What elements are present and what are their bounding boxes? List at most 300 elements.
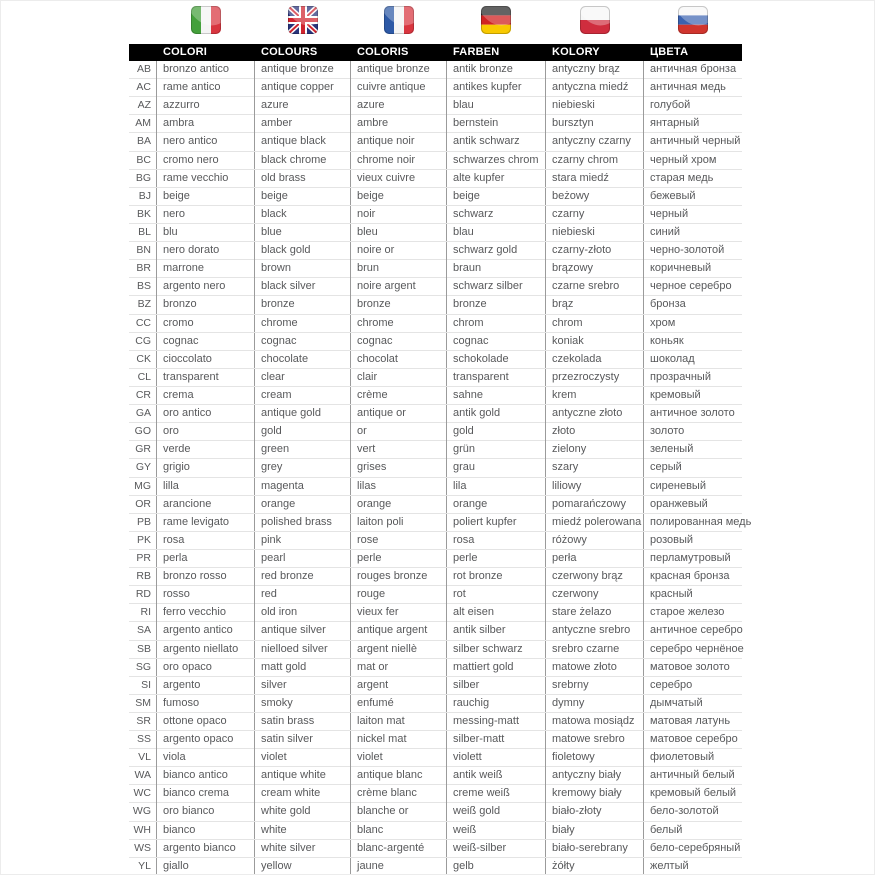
cell-russian: прозрачный: [650, 370, 711, 383]
table-row: [129, 170, 742, 188]
cell-italian: rame antico: [157, 79, 255, 97]
cell-english: white gold: [255, 803, 351, 821]
cell-polish: niebieski: [546, 224, 644, 242]
flags-row: [1, 6, 875, 38]
cell-russian: шоколад: [650, 352, 695, 365]
cell-polish: przezroczysty: [546, 369, 644, 387]
cell-polish: matowe złoto: [546, 659, 644, 677]
cell-english: chocolate: [255, 351, 351, 369]
cell-english: white silver: [255, 840, 351, 858]
header-kolory: KOLORY: [552, 46, 600, 58]
cell-french: blanc-argenté: [351, 840, 447, 858]
cell-french: nickel mat: [351, 731, 447, 749]
cell-french: rouge: [351, 586, 447, 604]
cell-russian: бело-серебряный: [650, 841, 741, 854]
table-row: [129, 677, 742, 695]
cell-code: SA: [129, 622, 157, 640]
cell-code: PB: [129, 514, 157, 532]
cell-polish: matowa mosiądz: [546, 713, 644, 731]
cell-code: WS: [129, 840, 157, 858]
cell-german: weiß: [447, 822, 546, 840]
cell-italian: viola: [157, 749, 255, 767]
cell-polish: fioletowy: [546, 749, 644, 767]
cell-italian: perla: [157, 550, 255, 568]
cell-german: schwarz gold: [447, 242, 546, 260]
table-row: [129, 532, 742, 550]
header-farben: FARBEN: [453, 46, 500, 58]
cell-italian: argento bianco: [157, 840, 255, 858]
cell-english: nielloed silver: [255, 641, 351, 659]
cell-german: weiß gold: [447, 803, 546, 821]
cell-russian: серебро чернёное: [650, 642, 744, 655]
cell-italian: oro opaco: [157, 659, 255, 677]
cell-polish: biało-serebrany: [546, 840, 644, 858]
cell-italian: fumoso: [157, 695, 255, 713]
cell-german: cognac: [447, 333, 546, 351]
poland-flag-icon: [580, 6, 610, 34]
table-body: [129, 61, 752, 875]
cell-german: silber: [447, 677, 546, 695]
cell-italian: cromo: [157, 315, 255, 333]
cell-russian: красная бронза: [650, 570, 730, 583]
cell-english: smoky: [255, 695, 351, 713]
cell-code: CR: [129, 387, 157, 405]
table-row: [129, 659, 742, 677]
cell-french: violet: [351, 749, 447, 767]
cell-russian: красный: [650, 588, 693, 601]
cell-french: rouges bronze: [351, 568, 447, 586]
cell-russian: бежевый: [650, 189, 696, 202]
cell-german: schwarzes chrom: [447, 152, 546, 170]
cell-italian: argento antico: [157, 622, 255, 640]
cell-french: chrome noir: [351, 152, 447, 170]
cell-polish: czarny: [546, 206, 644, 224]
cell-english: cream white: [255, 785, 351, 803]
cell-polish: krem: [546, 387, 644, 405]
table-row: [129, 224, 742, 242]
cell-italian: nero antico: [157, 133, 255, 151]
cell-italian: bianco: [157, 822, 255, 840]
cell-french: noire argent: [351, 278, 447, 296]
cell-italian: argento nero: [157, 278, 255, 296]
table-row: [129, 858, 742, 875]
cell-italian: argento niellato: [157, 641, 255, 659]
cell-polish: szary: [546, 459, 644, 477]
cell-english: old brass: [255, 170, 351, 188]
cell-polish: antyczne złoto: [546, 405, 644, 423]
cell-polish: różowy: [546, 532, 644, 550]
cell-russian: античная медь: [650, 81, 726, 94]
cell-english: antique bronze: [255, 61, 351, 79]
cell-code: PK: [129, 532, 157, 550]
cell-french: bleu: [351, 224, 447, 242]
table-row: [129, 133, 742, 151]
cell-german: gelb: [447, 858, 546, 875]
cell-french: ambre: [351, 115, 447, 133]
cell-polish: srebrny: [546, 677, 644, 695]
cell-code: BK: [129, 206, 157, 224]
cell-german: grün: [447, 441, 546, 459]
cell-russian: античное золото: [650, 407, 735, 420]
cell-german: weiß-silber: [447, 840, 546, 858]
cell-polish: antyczny brąz: [546, 61, 644, 79]
cell-french: argent: [351, 677, 447, 695]
cell-russian: матовое золото: [650, 660, 730, 673]
cell-code: SM: [129, 695, 157, 713]
table-row: [129, 405, 742, 423]
table-row: [129, 278, 742, 296]
cell-russian: бронза: [650, 298, 686, 311]
cell-russian: кремовый белый: [650, 787, 737, 800]
cell-english: brown: [255, 260, 351, 278]
cell-french: or: [351, 423, 447, 441]
cell-french: clair: [351, 369, 447, 387]
cell-italian: cognac: [157, 333, 255, 351]
cell-russian: полированная медь: [650, 515, 752, 528]
cell-english: violet: [255, 749, 351, 767]
cell-italian: oro bianco: [157, 803, 255, 821]
cell-polish: srebro czarne: [546, 641, 644, 659]
table-row: [129, 387, 742, 405]
cell-code: SG: [129, 659, 157, 677]
cell-french: laiton poli: [351, 514, 447, 532]
cell-code: RD: [129, 586, 157, 604]
cell-english: azure: [255, 97, 351, 115]
cell-french: vieux cuivre: [351, 170, 447, 188]
cell-russian: античный черный: [650, 135, 741, 148]
cell-italian: grigio: [157, 459, 255, 477]
cell-polish: stare żelazo: [546, 604, 644, 622]
cell-german: antik weiß: [447, 767, 546, 785]
cell-french: chocolat: [351, 351, 447, 369]
cell-english: antique white: [255, 767, 351, 785]
cell-code: PR: [129, 550, 157, 568]
cell-french: crème blanc: [351, 785, 447, 803]
cell-russian: античное серебро: [650, 624, 743, 637]
cell-english: satin brass: [255, 713, 351, 731]
cell-english: green: [255, 441, 351, 459]
cell-english: antique black: [255, 133, 351, 151]
cell-french: enfumé: [351, 695, 447, 713]
cell-german: bernstein: [447, 115, 546, 133]
cell-german: antik schwarz: [447, 133, 546, 151]
cell-code: CG: [129, 333, 157, 351]
cell-italian: ottone opaco: [157, 713, 255, 731]
cell-italian: blu: [157, 224, 255, 242]
cell-russian: античный белый: [650, 769, 735, 782]
cell-italian: rosa: [157, 532, 255, 550]
cell-french: vert: [351, 441, 447, 459]
cell-italian: ambra: [157, 115, 255, 133]
table-row: [129, 785, 742, 803]
cell-italian: oro: [157, 423, 255, 441]
cell-english: black silver: [255, 278, 351, 296]
cell-code: SB: [129, 641, 157, 659]
cell-german: schwarz: [447, 206, 546, 224]
cell-german: poliert kupfer: [447, 514, 546, 532]
cell-french: cognac: [351, 333, 447, 351]
cell-french: vieux fer: [351, 604, 447, 622]
cell-english: grey: [255, 459, 351, 477]
cell-german: rot bronze: [447, 568, 546, 586]
cell-german: perle: [447, 550, 546, 568]
cell-code: BN: [129, 242, 157, 260]
cell-german: orange: [447, 496, 546, 514]
cell-polish: biały: [546, 822, 644, 840]
cell-russian: коричневый: [650, 262, 712, 275]
cell-code: VL: [129, 749, 157, 767]
cell-polish: zielony: [546, 441, 644, 459]
cell-german: lila: [447, 478, 546, 496]
cell-french: argent niellè: [351, 641, 447, 659]
cell-russian: дымчатый: [650, 696, 703, 709]
cell-german: grau: [447, 459, 546, 477]
table-row: [129, 767, 742, 785]
cell-english: pink: [255, 532, 351, 550]
cell-german: transparent: [447, 369, 546, 387]
cell-russian: коньяк: [650, 334, 684, 347]
cell-german: antikes kupfer: [447, 79, 546, 97]
table-row: [129, 478, 742, 496]
cell-english: amber: [255, 115, 351, 133]
cell-french: antique argent: [351, 622, 447, 640]
cell-german: silber-matt: [447, 731, 546, 749]
cell-french: antique blanc: [351, 767, 447, 785]
cell-italian: lilla: [157, 478, 255, 496]
cell-polish: złoto: [546, 423, 644, 441]
cell-polish: perła: [546, 550, 644, 568]
cell-russian: фиолетовый: [650, 751, 715, 764]
cell-code: OR: [129, 496, 157, 514]
table-row: [129, 731, 742, 749]
cell-french: noir: [351, 206, 447, 224]
cell-code: CK: [129, 351, 157, 369]
cell-german: chrom: [447, 315, 546, 333]
cell-english: black chrome: [255, 152, 351, 170]
cell-german: antik bronze: [447, 61, 546, 79]
cell-french: antique noir: [351, 133, 447, 151]
cell-polish: stara miedź: [546, 170, 644, 188]
cell-code: MG: [129, 478, 157, 496]
cell-french: grises: [351, 459, 447, 477]
cell-german: beige: [447, 188, 546, 206]
cell-french: chrome: [351, 315, 447, 333]
cell-polish: miedź polerowana: [546, 514, 644, 532]
cell-code: WG: [129, 803, 157, 821]
table-row: [129, 61, 742, 79]
cell-code: BZ: [129, 296, 157, 314]
cell-code: AZ: [129, 97, 157, 115]
header-colours: COLOURS: [261, 46, 318, 58]
cell-english: beige: [255, 188, 351, 206]
cell-italian: transparent: [157, 369, 255, 387]
cell-english: yellow: [255, 858, 351, 875]
table-row: [129, 242, 742, 260]
russia-flag-icon: [678, 6, 708, 34]
cell-italian: argento: [157, 677, 255, 695]
cell-code: GA: [129, 405, 157, 423]
cell-polish: czarny chrom: [546, 152, 644, 170]
cell-french: jaune: [351, 858, 447, 875]
header-colori: COLORI: [163, 46, 207, 58]
cell-code: AM: [129, 115, 157, 133]
cell-polish: dymny: [546, 695, 644, 713]
cell-english: orange: [255, 496, 351, 514]
cell-french: bronze: [351, 296, 447, 314]
cell-english: red: [255, 586, 351, 604]
cell-italian: marrone: [157, 260, 255, 278]
cell-code: GY: [129, 459, 157, 477]
cell-english: cognac: [255, 333, 351, 351]
cell-german: rosa: [447, 532, 546, 550]
cell-polish: czarny-złoto: [546, 242, 644, 260]
table-row: [129, 79, 742, 97]
cell-french: perle: [351, 550, 447, 568]
cell-polish: czerwony: [546, 586, 644, 604]
cell-polish: matowe srebro: [546, 731, 644, 749]
cell-russian: черный: [650, 207, 689, 220]
cell-german: blau: [447, 224, 546, 242]
cell-russian: золото: [650, 425, 685, 438]
table-row: [129, 369, 742, 387]
cell-english: polished brass: [255, 514, 351, 532]
table-row: [129, 695, 742, 713]
cell-russian: серебро: [650, 678, 693, 691]
cell-english: cream: [255, 387, 351, 405]
cell-german: alte kupfer: [447, 170, 546, 188]
cell-russian: античная бронза: [650, 63, 737, 75]
cell-code: RI: [129, 604, 157, 622]
cell-french: laiton mat: [351, 713, 447, 731]
cell-french: antique bronze: [351, 61, 447, 79]
cell-english: matt gold: [255, 659, 351, 677]
table-row: [129, 749, 742, 767]
cell-german: rot: [447, 586, 546, 604]
cell-code: WA: [129, 767, 157, 785]
cell-russian: матовая латунь: [650, 714, 731, 727]
cell-italian: rosso: [157, 586, 255, 604]
uk-flag-icon: [288, 6, 318, 34]
cell-german: mattiert gold: [447, 659, 546, 677]
cell-russian: розовый: [650, 533, 694, 546]
table-row: [129, 803, 742, 821]
cell-italian: rame levigato: [157, 514, 255, 532]
cell-code: GR: [129, 441, 157, 459]
cell-russian: кремовый: [650, 388, 701, 401]
cell-russian: матовое серебро: [650, 733, 738, 746]
cell-english: antique copper: [255, 79, 351, 97]
cell-russian: старая медь: [650, 171, 714, 184]
cell-french: antique or: [351, 405, 447, 423]
cell-italian: bronzo rosso: [157, 568, 255, 586]
cell-polish: czekolada: [546, 351, 644, 369]
cell-english: black: [255, 206, 351, 224]
cell-italian: rame vecchio: [157, 170, 255, 188]
cell-german: creme weiß: [447, 785, 546, 803]
cell-russian: зеленый: [650, 443, 694, 456]
cell-german: silber schwarz: [447, 641, 546, 659]
cell-italian: bronzo: [157, 296, 255, 314]
table-row: [129, 641, 742, 659]
color-table: [129, 44, 752, 875]
cell-german: messing-matt: [447, 713, 546, 731]
cell-english: magenta: [255, 478, 351, 496]
table-header: [129, 44, 742, 61]
cell-english: blue: [255, 224, 351, 242]
cell-italian: giallo: [157, 858, 255, 875]
cell-italian: azzurro: [157, 97, 255, 115]
cell-english: silver: [255, 677, 351, 695]
cell-code: BC: [129, 152, 157, 170]
cell-polish: antyczny czarny: [546, 133, 644, 151]
cell-french: brun: [351, 260, 447, 278]
table-row: [129, 97, 742, 115]
table-row: [129, 260, 742, 278]
cell-code: GO: [129, 423, 157, 441]
cell-italian: bronzo antico: [157, 61, 255, 79]
cell-russian: хром: [650, 316, 676, 329]
cell-italian: cioccolato: [157, 351, 255, 369]
cell-code: BG: [129, 170, 157, 188]
cell-code: RB: [129, 568, 157, 586]
cell-russian: бело-золотой: [650, 805, 719, 818]
cell-code: WH: [129, 822, 157, 840]
cell-russian: черно-золотой: [650, 244, 725, 257]
cell-code: BA: [129, 133, 157, 151]
cell-polish: liliowy: [546, 478, 644, 496]
table-row: [129, 514, 752, 532]
cell-english: red bronze: [255, 568, 351, 586]
cell-polish: bursztyn: [546, 115, 644, 133]
cell-russian: синий: [650, 225, 681, 238]
cell-english: clear: [255, 369, 351, 387]
cell-german: bronze: [447, 296, 546, 314]
cell-italian: argento opaco: [157, 731, 255, 749]
cell-italian: crema: [157, 387, 255, 405]
cell-code: WC: [129, 785, 157, 803]
table-row: [129, 840, 742, 858]
cell-english: antique silver: [255, 622, 351, 640]
cell-polish: chrom: [546, 315, 644, 333]
cell-code: BJ: [129, 188, 157, 206]
cell-german: sahne: [447, 387, 546, 405]
cell-russian: голубой: [650, 99, 691, 112]
cell-code: BL: [129, 224, 157, 242]
table-row: [129, 822, 742, 840]
table-row: [129, 496, 742, 514]
cell-french: blanc: [351, 822, 447, 840]
cell-french: beige: [351, 188, 447, 206]
table-row: [129, 296, 742, 314]
cell-english: old iron: [255, 604, 351, 622]
table-row: [129, 586, 742, 604]
cell-italian: ferro vecchio: [157, 604, 255, 622]
table-row: [129, 333, 742, 351]
cell-german: antik gold: [447, 405, 546, 423]
table-row: [129, 441, 742, 459]
cell-russian: серый: [650, 461, 682, 474]
cell-code: SR: [129, 713, 157, 731]
table-row: [129, 206, 742, 224]
cell-french: cuivre antique: [351, 79, 447, 97]
cell-russian: янтарный: [650, 117, 700, 130]
table-row: [129, 550, 742, 568]
cell-german: schwarz silber: [447, 278, 546, 296]
cell-russian: белый: [650, 823, 683, 836]
cell-german: blau: [447, 97, 546, 115]
cell-italian: beige: [157, 188, 255, 206]
cell-german: violett: [447, 749, 546, 767]
